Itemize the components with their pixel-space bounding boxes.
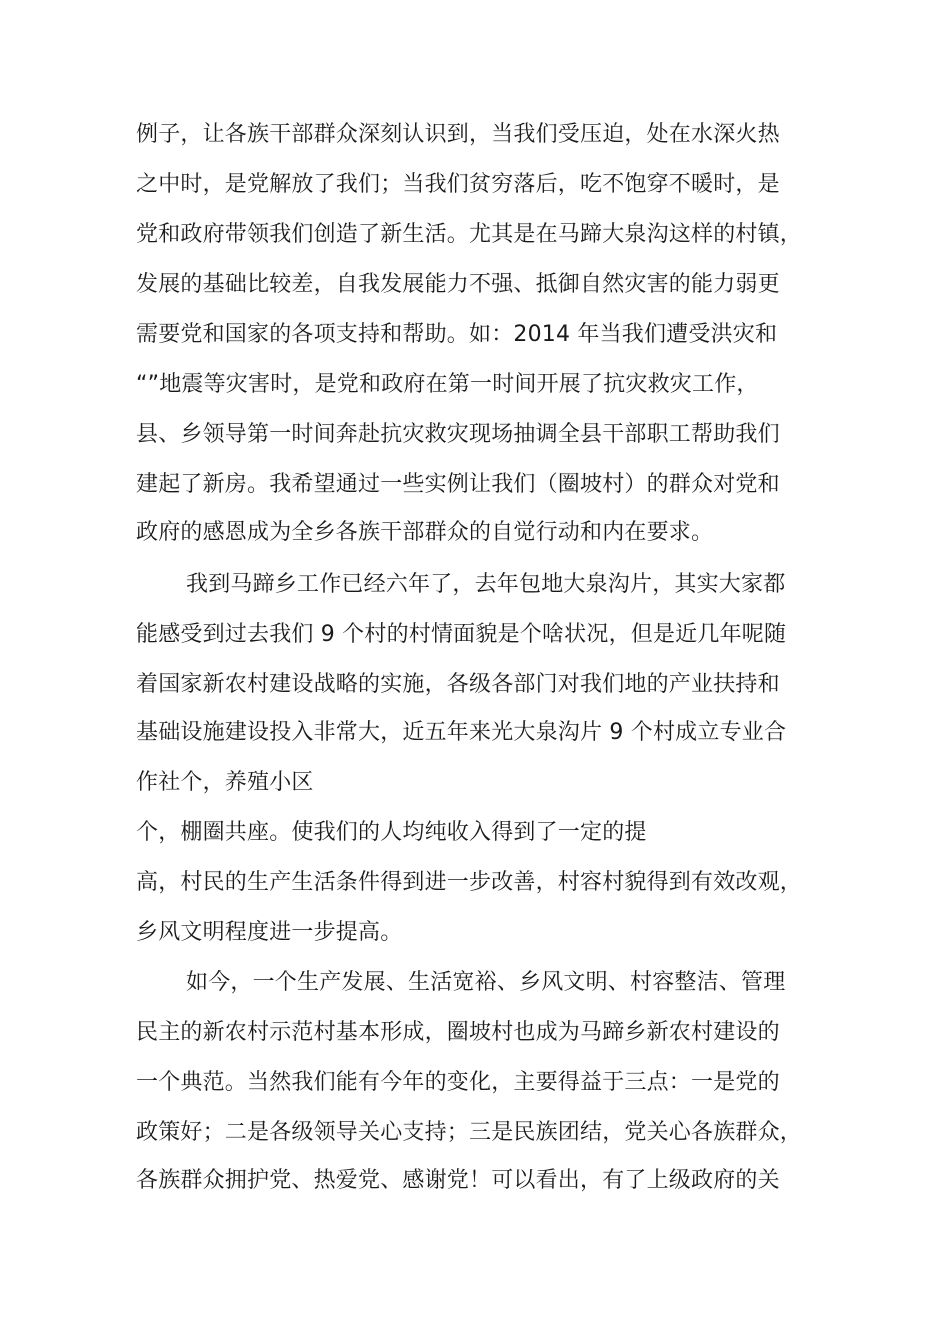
text-line: 各族群众拥护党、热爱党、感谢党！可以看出，有了上级政府的关	[136, 1168, 780, 1193]
text-line: 政府的感恩成为全乡各族干部群众的自觉行动和内在要求。	[136, 520, 714, 545]
text-line: 之中时，是党解放了我们；当我们贫穷落后，吃不饱穿不暖时，是	[136, 172, 780, 197]
text-line: 民主的新农村示范村基本形成，圈坡村也成为马蹄乡新农村建设的	[136, 1020, 780, 1045]
text-line: 能感受到过去我们 9 个村的村情面貌是个啥状况，但是近几年呢随	[136, 622, 787, 647]
text-line: 县、乡领导第一时间奔赴抗灾救灾现场抽调全县干部职工帮助我们	[136, 422, 780, 447]
text-line: 个，棚圈共座。使我们的人均纯收入得到了一定的提	[136, 820, 647, 845]
text-line: 党和政府带领我们创造了新生活。尤其是在马蹄大泉沟这样的村镇，	[136, 222, 803, 247]
text-line: 着国家新农村建设战略的实施，各级各部门对我们地的产业扶持和	[136, 672, 780, 697]
text-line: 一个典范。当然我们能有今年的变化，主要得益于三点：一是党的	[136, 1070, 780, 1095]
text-line: 乡风文明程度进一步提高。	[136, 920, 403, 945]
text-line: 基础设施建设投入非常大，近五年来光大泉沟片 9 个村成立专业合	[136, 720, 787, 745]
paragraph-start-line: 如今，一个生产发展、生活宽裕、乡风文明、村容整洁、管理	[186, 970, 786, 995]
paragraph-start-line: 我到马蹄乡工作已经六年了，去年包地大泉沟片，其实大家都	[186, 572, 786, 597]
text-line: 发展的基础比较差，自我发展能力不强、抵御自然灾害的能力弱更	[136, 272, 780, 297]
text-line: 建起了新房。我希望通过一些实例让我们（圈坡村）的群众对党和	[136, 472, 780, 497]
text-line: 高，村民的生产生活条件得到进一步改善，村容村貌得到有效改观，	[136, 870, 803, 895]
text-line: 政策好；二是各级领导关心支持；三是民族团结，党关心各族群众，	[136, 1120, 803, 1145]
text-line: “”地震等灾害时，是党和政府在第一时间开展了抗灾救灾工作，	[136, 372, 759, 397]
text-line: 例子，让各族干部群众深刻认识到，当我们受压迫，处在水深火热	[136, 122, 780, 147]
text-line: 作社个，养殖小区	[136, 770, 314, 795]
text-line: 需要党和国家的各项支持和帮助。如：2014 年当我们遭受洪灾和	[136, 322, 778, 347]
